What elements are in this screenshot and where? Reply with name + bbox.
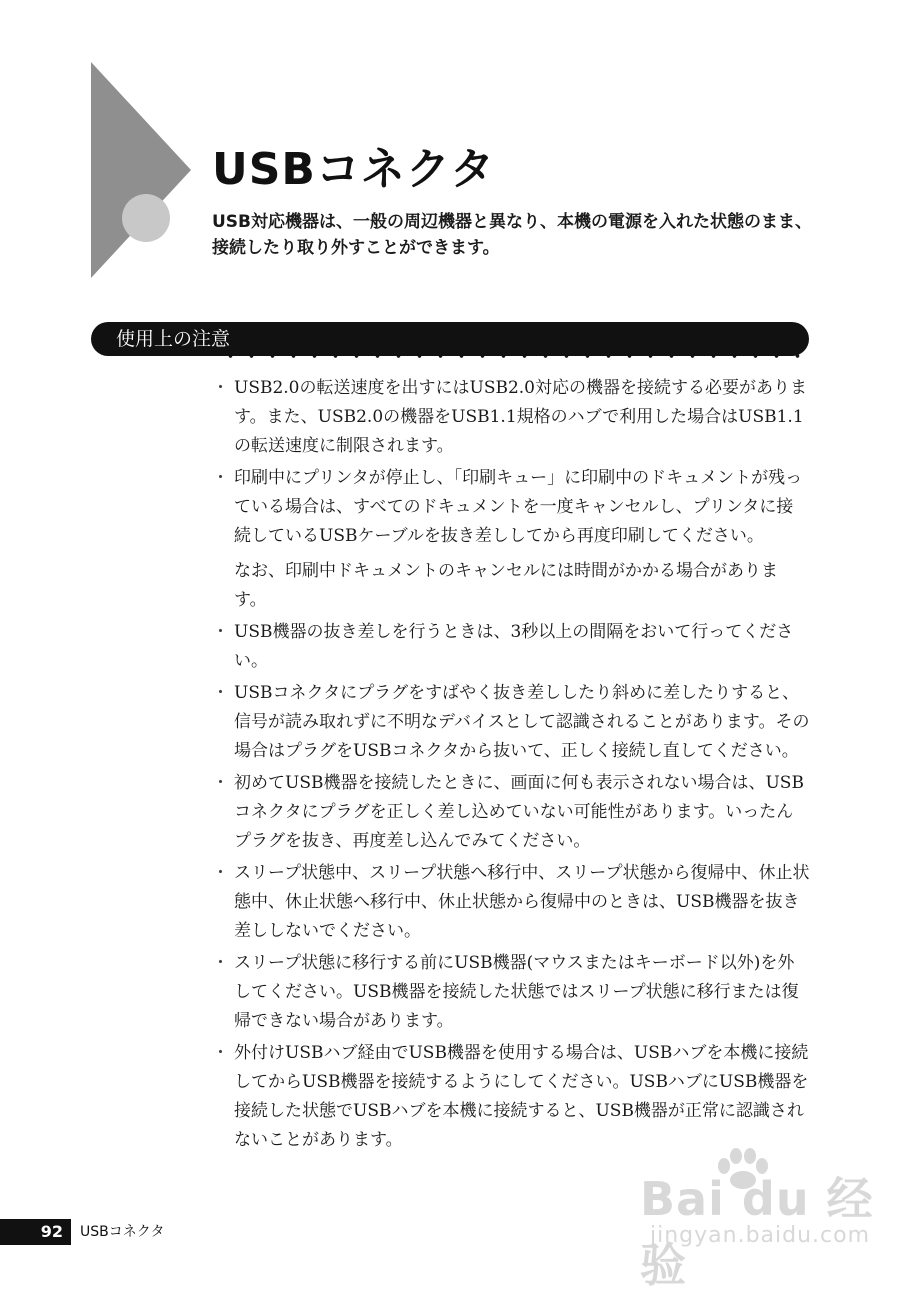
- section-header-bar: [91, 322, 809, 356]
- list-item: [210, 374, 810, 461]
- bullet-marker: ・: [212, 683, 229, 703]
- list-item: [210, 769, 810, 856]
- note-text: USB機器の抜き差しを行うときは、3秒以上の間隔をおいて行ってください。: [234, 622, 794, 671]
- list-item: [210, 464, 810, 615]
- watermark-logo: Bai du 经验: [640, 1172, 874, 1292]
- decorative-circle: [122, 194, 170, 242]
- note-text: スリープ状態に移行する前にUSB機器(マウスまたはキーボード以外)を外してください。USB機器を接続した状態ではスリープ状態に移行または復帰できない場合があります。: [234, 953, 799, 1031]
- note-extra-text: なお、印刷中ドキュメントのキャンセルには時間がかかる場合があります。: [234, 561, 778, 610]
- page-title: USBコネクタ: [212, 144, 496, 195]
- bullet-marker: ・: [212, 378, 229, 398]
- bullet-marker: ・: [212, 953, 229, 973]
- list-item: [210, 679, 810, 766]
- list-item: [210, 949, 810, 1036]
- list-item: [210, 1039, 810, 1155]
- bullet-marker: ・: [212, 468, 229, 488]
- bullet-marker: ・: [212, 622, 229, 642]
- note-text: 印刷中にプリンタが停止し、「印刷キュー」に印刷中のドキュメントが残っている場合は、すべてのドキュメントを一度キャンセルし、プリンタに接続しているUSBケーブルを抜き差ししてから再度印刷してください。: [234, 468, 803, 546]
- notes-list: [210, 374, 810, 1158]
- note-text: 外付けUSBハブ経由でUSB機器を使用する場合は、USBハブを本機に接続してからUSB機器を接続するようにしてください。USBハブにUSB機器を接続した状態でUSBハブを本機に接続すると、USB機器が正常に認識されないことがあります。: [234, 1043, 809, 1150]
- note-text: スリープ状態中、スリープ状態へ移行中、スリープ状態から復帰中、休止状態中、休止状態へ移行中、休止状態から復帰中のときは、USB機器を抜き差ししないでください。: [234, 863, 810, 941]
- list-item: [210, 859, 810, 946]
- bullet-marker: ・: [212, 773, 229, 793]
- list-item: [210, 618, 810, 676]
- dotted-divider: [220, 352, 809, 360]
- page-number: 92: [0, 1219, 71, 1245]
- note-text: USB2.0の転送速度を出すにはUSB2.0対応の機器を接続する必要があります。また、USB2.0の機器をUSB1.1規格のハブで利用した場合はUSB1.1の転送速度に制限されます。: [234, 378, 808, 456]
- note-text: 初めてUSB機器を接続したときに、画面に何も表示されない場合は、USBコネクタにプラグを正しく差し込めていない可能性があります。いったんプラグを抜き、再度差し込んでみてください。: [234, 773, 804, 851]
- footer-section-label: USBコネクタ: [80, 1224, 165, 1240]
- section-title: 使用上の注意: [116, 328, 231, 350]
- bullet-marker: ・: [212, 1043, 229, 1063]
- watermark-url: jingyan.baidu.com: [650, 1223, 871, 1248]
- note-text: USBコネクタにプラグをすばやく抜き差ししたり斜めに差したりすると、信号が読み取れずに不明なデバイスとして認識されることがあります。その場合はプラグをUSBコネクタから抜いて、正しく接続し直してください。: [234, 683, 810, 761]
- intro-text: USB対応機器は、一般の周辺機器と異なり、本機の電源を入れた状態のまま、接続したり取り外すことができます。: [212, 212, 813, 258]
- bullet-marker: ・: [212, 863, 229, 883]
- decorative-triangle: [91, 62, 191, 278]
